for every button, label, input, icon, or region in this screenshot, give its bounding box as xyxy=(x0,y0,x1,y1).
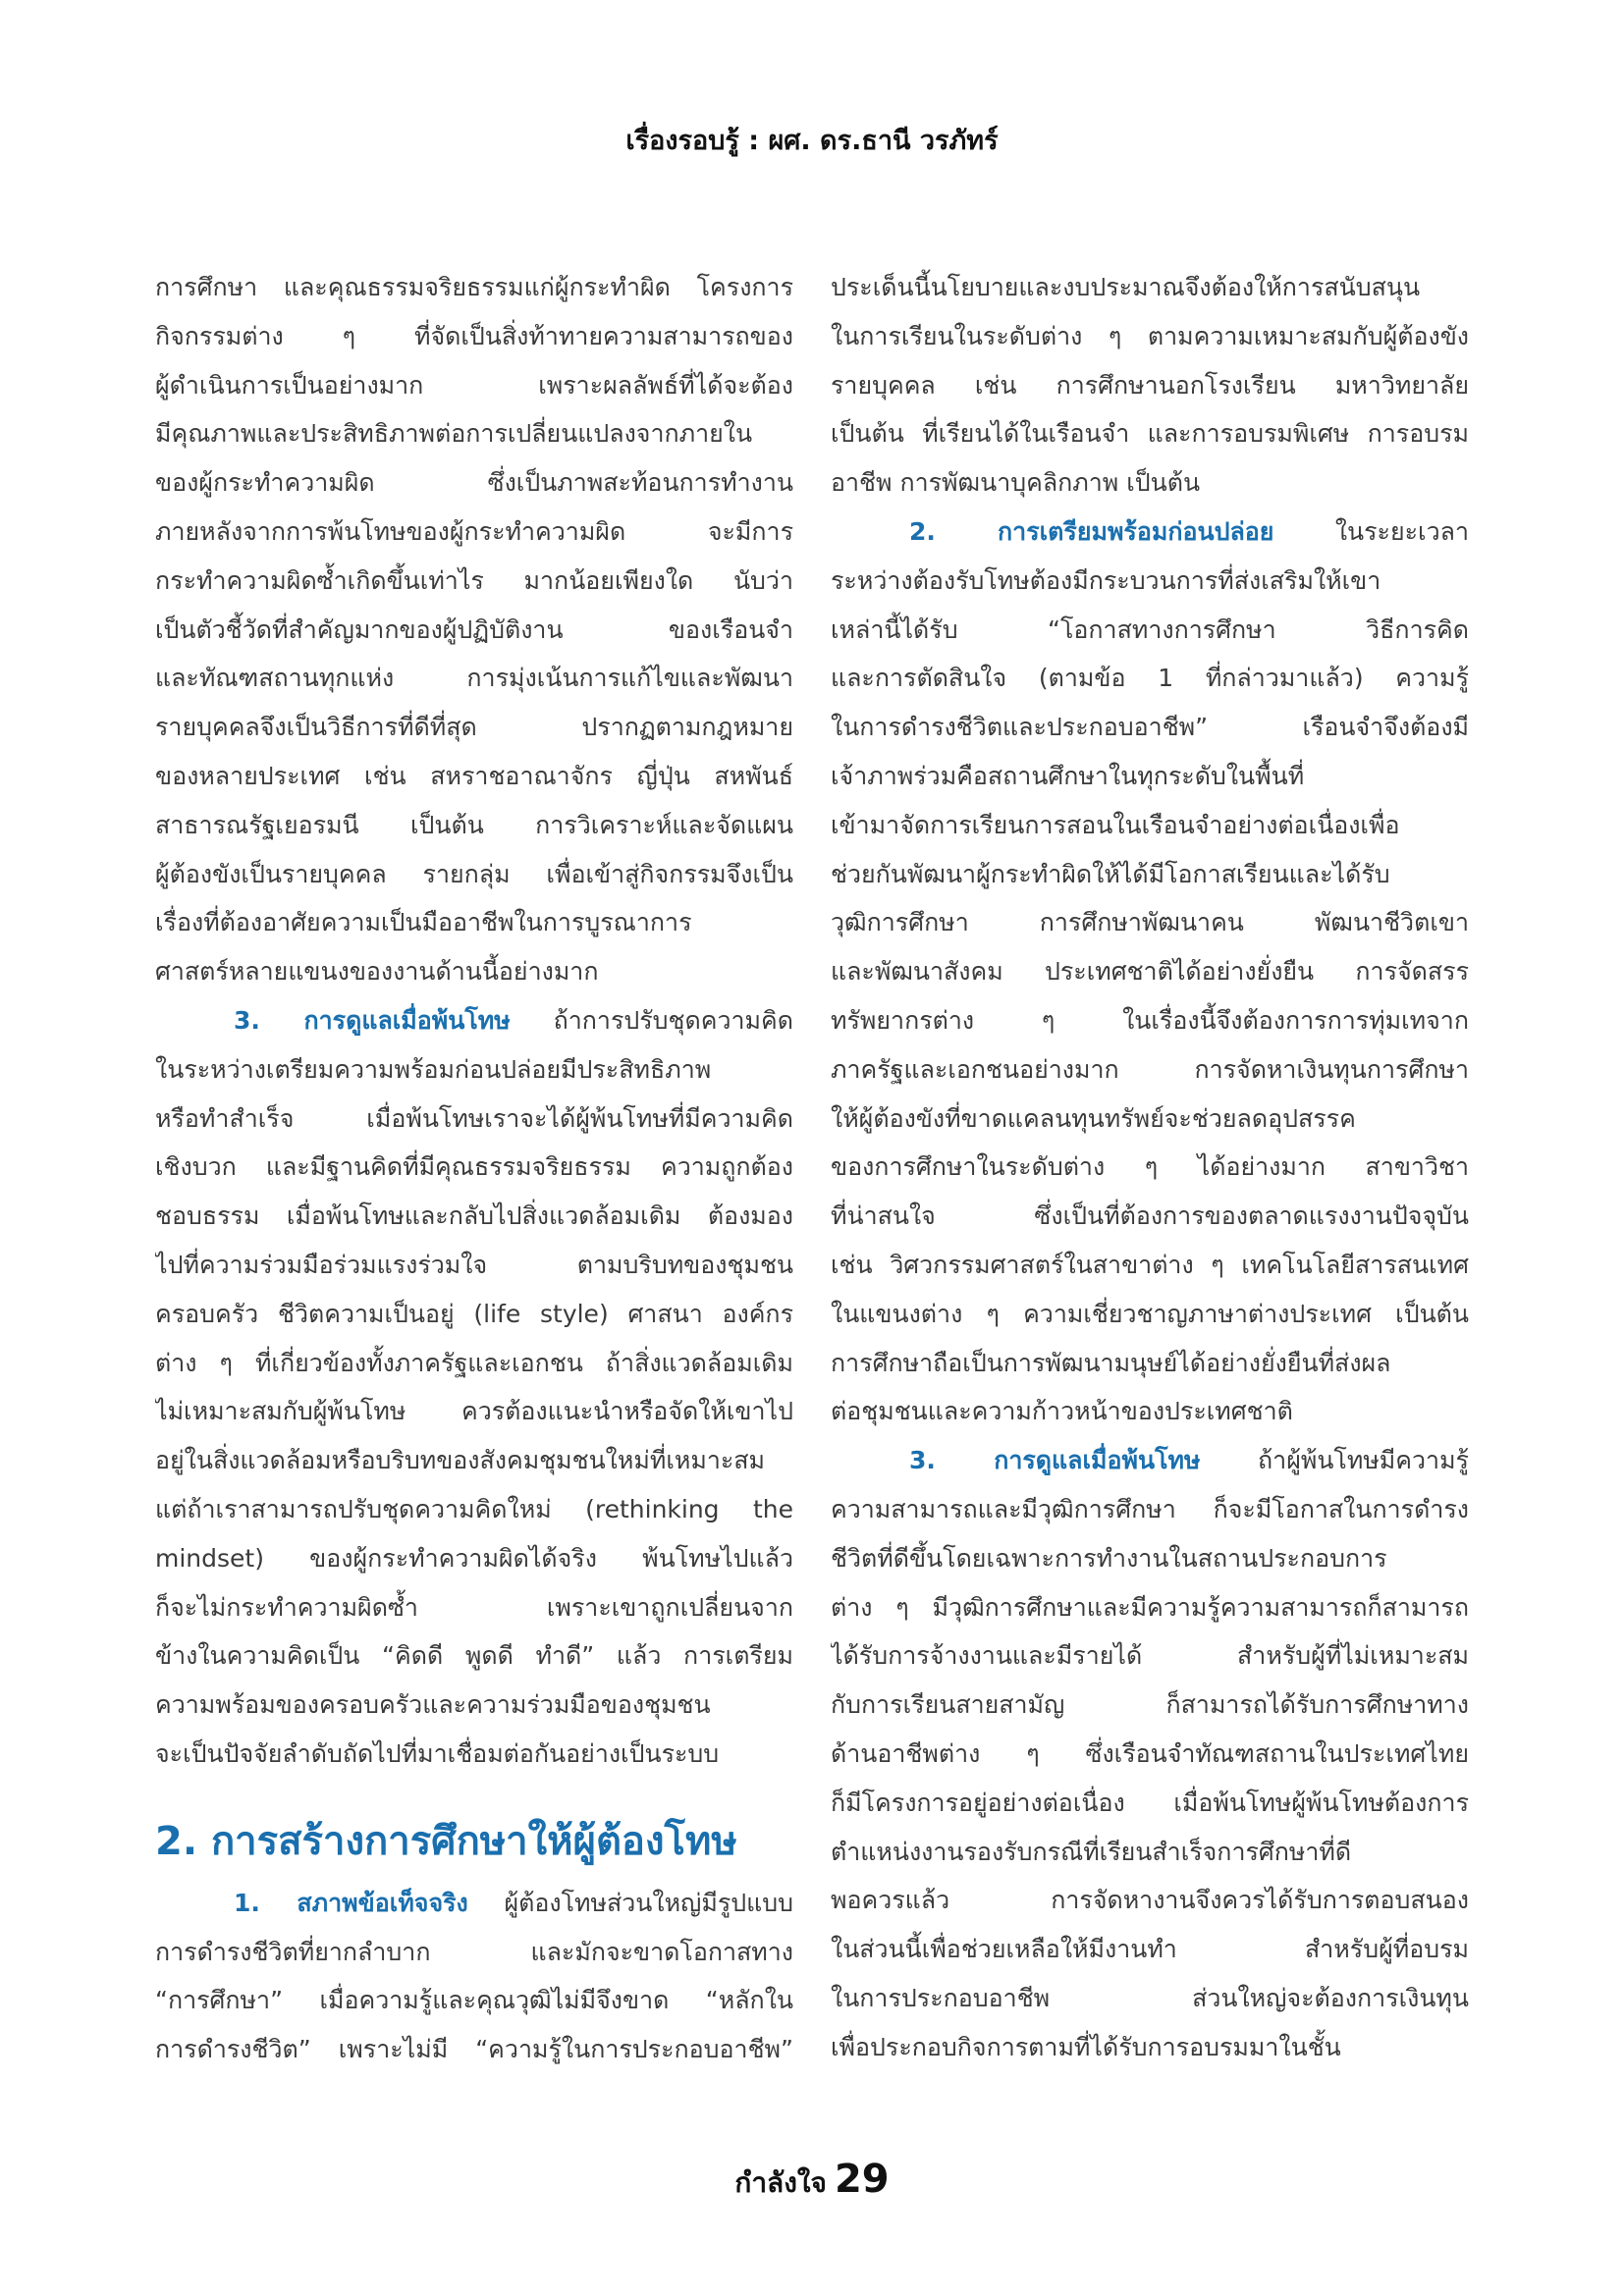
text-line: ความสามารถและมีวุฒิการศึกษา ก็จะมีโอกาสในการดำรง xyxy=(831,1494,1469,1523)
text-line: รายบุคคลจึงเป็นวิธีการที่ดีที่สุด ปรากฏตามกฎหมาย xyxy=(155,713,793,742)
article-header-title: เรื่องรอบรู้ : ผศ. ดร.ธานี วรภัทร์ xyxy=(625,126,999,156)
text-line: สาธารณรัฐเยอรมนี เป็นต้น การวิเคราะห์และจัดแผน xyxy=(155,810,793,839)
text-line: เหล่านี้ได้รับ “โอกาสทางการศึกษา วิธีการคิด xyxy=(831,614,1469,644)
magazine-name: กำลังใจ xyxy=(734,2166,827,2199)
subheading: 2. การเตรียมพร้อมก่อนปล่อย xyxy=(909,516,1274,546)
text-line: กับการเรียนสายสามัญ ก็สามารถได้รับการศึกษาทาง xyxy=(831,1690,1469,1720)
text-line: ผู้ดำเนินการเป็นอย่างมาก เพราะผลลัพธ์ที่ได้จะต้อง xyxy=(155,370,793,400)
text-line: ผู้ต้องขังเป็นรายบุคคล รายกลุ่ม เพื่อเข้าสู่กิจกรรมจึงเป็น xyxy=(155,859,793,888)
text-line: mindset) ของผู้กระทำความผิดได้จริง พ้นโทษไปแล้ว xyxy=(155,1543,793,1573)
text-line: ในการประกอบอาชีพ ส่วนใหญ่จะต้องการเงินทุน xyxy=(831,1983,1469,2012)
text-line: เชิงบวก และมีฐานคิดที่มีคุณธรรมจริยธรรม ความถูกต้อง xyxy=(155,1152,793,1182)
text-line: ของการศึกษาในระดับต่าง ๆ ได้อย่างมาก สาขาวิชา xyxy=(831,1152,1469,1182)
section-heading: 2. การสร้างการศึกษาให้ผู้ต้องโทษ xyxy=(155,1818,737,1864)
text-line: ในส่วนนี้เพื่อช่วยเหลือให้มีงานทำ สำหรับผู้ที่อบรม xyxy=(831,1935,1469,1964)
text-line: ที่น่าสนใจ ซึ่งเป็นที่ต้องการของตลาดแรงงานปัจจุบัน xyxy=(831,1201,1469,1231)
text-line: ไปที่ความร่วมมือร่วมแรงร่วมใจ ตามบริบทของชุมชน xyxy=(155,1250,793,1279)
text-line: กระทำความผิดซ้ำเกิดขึ้นเท่าไร มากน้อยเพียงใด นับว่า xyxy=(155,565,793,595)
left-paragraph-2 xyxy=(155,996,793,1779)
left-paragraph-3 xyxy=(155,1879,793,2074)
text-line: ได้รับการจ้างงานและมีรายได้ สำหรับผู้ที่ไม่เหมาะสม xyxy=(831,1641,1469,1671)
text-line: รายบุคคล เช่น การศึกษานอกโรงเรียน มหาวิทยาลัย xyxy=(831,370,1469,400)
text-line: “การศึกษา” เมื่อความรู้และคุณวุฒิไม่มีจึงขาด “หลักใน xyxy=(155,1986,793,2015)
text-line: ในการดำรงชีวิตและประกอบอาชีพ” เรือนจำจึงต้องมี xyxy=(831,713,1469,742)
text-line: ก็มีโครงการอยู่อย่างต่อเนื่อง เมื่อพ้นโทษผู้พ้นโทษต้องการ xyxy=(831,1788,1469,1817)
page-number: 29 xyxy=(834,2157,890,2202)
left-column xyxy=(155,263,793,2109)
text-line: ประเด็นนี้นโยบายและงบประมาณจึงต้องให้การสนับสนุน xyxy=(831,273,1421,301)
text-line xyxy=(155,996,793,1045)
right-column xyxy=(831,263,1469,2109)
text-line: การศึกษา และคุณธรรมจริยธรรมแก่ผู้กระทำผิด โครงการ xyxy=(155,273,793,301)
text-line: ภาครัฐและเอกชนอย่างมาก การจัดหาเงินทุนการศึกษา xyxy=(831,1054,1469,1084)
text-line: และการตัดสินใจ (ตามข้อ 1 ที่กล่าวมาแล้ว) ความรู้ xyxy=(831,664,1469,693)
text-line: กิจกรรมต่าง ๆ ที่จัดเป็นสิ่งท้าทายความสามารถของ xyxy=(155,321,793,350)
text-line: ตำแหน่งงานรองรับกรณีที่เรียนสำเร็จการศึกษาที่ดี xyxy=(831,1837,1352,1866)
text-line: ของหลายประเทศ เช่น สหราชอาณาจักร ญี่ปุ่น สหพันธ์ xyxy=(155,761,793,790)
right-paragraph-1 xyxy=(831,263,1469,507)
text-line: ข้างในความคิดเป็น “คิดดี พูดดี ทำดี” แล้ว การเตรียม xyxy=(155,1641,793,1671)
text-line: ให้ผู้ต้องขังที่ขาดแคลนทุนทรัพย์จะช่วยลดอุปสรรค xyxy=(831,1103,1356,1133)
text-line: เพื่อประกอบกิจการตามที่ได้รับการอบรมมาในชั้น xyxy=(831,2032,1341,2061)
text-run: ถ้าผู้พ้นโทษมีความรู้ xyxy=(1200,1446,1469,1475)
text-line: เป็นตัวชี้วัดที่สำคัญมากของผู้ปฏิบัติงาน ของเรือนจำ xyxy=(155,614,793,644)
subheading: 3. การดูแลเมื่อพ้นโทษ xyxy=(234,1005,511,1035)
text-line: ศาสตร์หลายแขนงของงานด้านนี้อย่างมาก xyxy=(155,957,599,987)
text-line: เช่น วิศวกรรมศาสตร์ในสาขาต่าง ๆ เทคโนโลยีสารสนเทศ xyxy=(831,1250,1469,1279)
text-line: ทรัพยากรต่าง ๆ ในเรื่องนี้จึงต้องการการทุ่มเทจาก xyxy=(831,1005,1469,1035)
subheading: 3. การดูแลเมื่อพ้นโทษ xyxy=(909,1446,1201,1475)
text-line: เป็นต้น ที่เรียนได้ในเรือนจำ และการอบรมพิเศษ การอบรม xyxy=(831,419,1469,449)
text-line: ครอบครัว ชีวิตความเป็นอยู่ (life style) ศาสนา องค์กร xyxy=(155,1299,793,1328)
text-run: ถ้าการปรับชุดความคิด xyxy=(510,1005,793,1035)
text-line: หรือทำสำเร็จ เมื่อพ้นโทษเราจะได้ผู้พ้นโทษที่มีความคิด xyxy=(155,1103,793,1133)
text-line: ด้านอาชีพต่าง ๆ ซึ่งเรือนจำทัณฑสถานในประเทศไทย xyxy=(831,1738,1469,1768)
text-line: เข้ามาจัดการเรียนการสอนในเรือนจำอย่างต่อเนื่องเพื่อ xyxy=(831,810,1400,839)
text-line: ต่อชุมชนและความก้าวหน้าของประเทศชาติ xyxy=(831,1397,1293,1426)
text-line: ช่วยกันพัฒนาผู้กระทำผิดให้ได้มีโอกาสเรียนและได้รับ xyxy=(831,859,1390,888)
right-paragraph-3 xyxy=(831,1436,1469,2071)
text-run: ในระยะเวลา xyxy=(1273,516,1469,546)
text-line: เจ้าภาพร่วมคือสถานศึกษาในทุกระดับในพื้นที่ xyxy=(831,761,1305,790)
text-line: ต่าง ๆ มีวุฒิการศึกษาและมีความรู้ความสามารถก็สามารถ xyxy=(831,1592,1469,1622)
text-line: อยู่ในสิ่งแวดล้อมหรือบริบทของสังคมชุมชนใหม่ที่เหมาะสม xyxy=(155,1446,766,1475)
text-line: วุฒิการศึกษา การศึกษาพัฒนาคน พัฒนาชีวิตเขา xyxy=(831,908,1469,937)
text-line: ในระหว่างเตรียมความพร้อมก่อนปล่อยมีประสิทธิภาพ xyxy=(155,1054,712,1084)
text-line xyxy=(831,1436,1469,1485)
text-line: พอควรแล้ว การจัดหางานจึงควรได้รับการตอบสนอง xyxy=(831,1886,1469,1915)
text-line: ต่าง ๆ ที่เกี่ยวข้องทั้งภาครัฐและเอกชน ถ้าสิ่งแวดล้อมเดิม xyxy=(155,1348,793,1377)
page-footer xyxy=(0,2157,1624,2205)
text-line: ในการเรียนในระดับต่าง ๆ ตามความเหมาะสมกับผู้ต้องขัง xyxy=(831,321,1469,350)
text-line: ก็จะไม่กระทำความผิดซ้ำ เพราะเขาถูกเปลี่ยนจาก xyxy=(155,1592,793,1622)
text-line: และพัฒนาสังคม ประเทศชาติได้อย่างยั่งยืน การจัดสรร xyxy=(831,957,1469,987)
subheading: 1. สภาพข้อเท็จจริง xyxy=(234,1888,468,1917)
text-line xyxy=(831,507,1469,557)
text-line: และทัณฑสถานทุกแห่ง การมุ่งเน้นการแก้ไขและพัฒนา xyxy=(155,664,793,693)
text-line: ของผู้กระทำความผิด ซึ่งเป็นภาพสะท้อนการทำงาน xyxy=(155,468,793,498)
text-line: ภายหลังจากการพ้นโทษของผู้กระทำความผิด จะมีการ xyxy=(155,516,793,546)
text-line: อาชีพ การพัฒนาบุคลิกภาพ เป็นต้น xyxy=(831,468,1201,498)
text-line: จะเป็นปัจจัยลำดับถัดไปที่มาเชื่อมต่อกันอย่างเป็นระบบ xyxy=(155,1738,720,1768)
text-line: ชอบธรรม เมื่อพ้นโทษและกลับไปสิ่งแวดล้อมเดิม ต้องมอง xyxy=(155,1201,793,1231)
left-paragraph-1 xyxy=(155,263,793,996)
page-header xyxy=(0,122,1624,161)
text-line: การดำรงชีวิตที่ยากลำบาก และมักจะขาดโอกาสทาง xyxy=(155,1937,793,1966)
text-line: แต่ถ้าเราสามารถปรับชุดความคิดใหม่ (rethinking the xyxy=(155,1494,793,1523)
text-line: ไม่เหมาะสมกับผู้พ้นโทษ ควรต้องแนะนำหรือจัดให้เขาไป xyxy=(155,1397,793,1426)
text-line: มีคุณภาพและประสิทธิภาพต่อการเปลี่ยนแปลงจากภายใน xyxy=(155,419,753,449)
text-line: ระหว่างต้องรับโทษต้องมีกระบวนการที่ส่งเสริมให้เขา xyxy=(831,565,1381,595)
right-paragraph-2 xyxy=(831,507,1469,1436)
text-line: การดำรงชีวิต” เพราะไม่มี “ความรู้ในการประกอบอาชีพ” xyxy=(155,2035,793,2064)
text-line: ในแขนงต่าง ๆ ความเชี่ยวชาญภาษาต่างประเทศ เป็นต้น xyxy=(831,1299,1469,1328)
text-line xyxy=(155,1879,793,1928)
text-line: ความพร้อมของครอบครัวและความร่วมมือของชุมชน xyxy=(155,1690,711,1720)
text-line: เรื่องที่ต้องอาศัยความเป็นมืออาชีพในการบูรณาการ xyxy=(155,908,692,937)
text-line: ชีวิตที่ดีขึ้นโดยเฉพาะการทำงานในสถานประกอบการ xyxy=(831,1543,1387,1573)
text-line: การศึกษาถือเป็นการพัฒนามนุษย์ได้อย่างยั่งยืนที่ส่งผล xyxy=(831,1348,1391,1377)
text-run: ผู้ต้องโทษส่วนใหญ่มีรูปแบบ xyxy=(467,1888,793,1917)
